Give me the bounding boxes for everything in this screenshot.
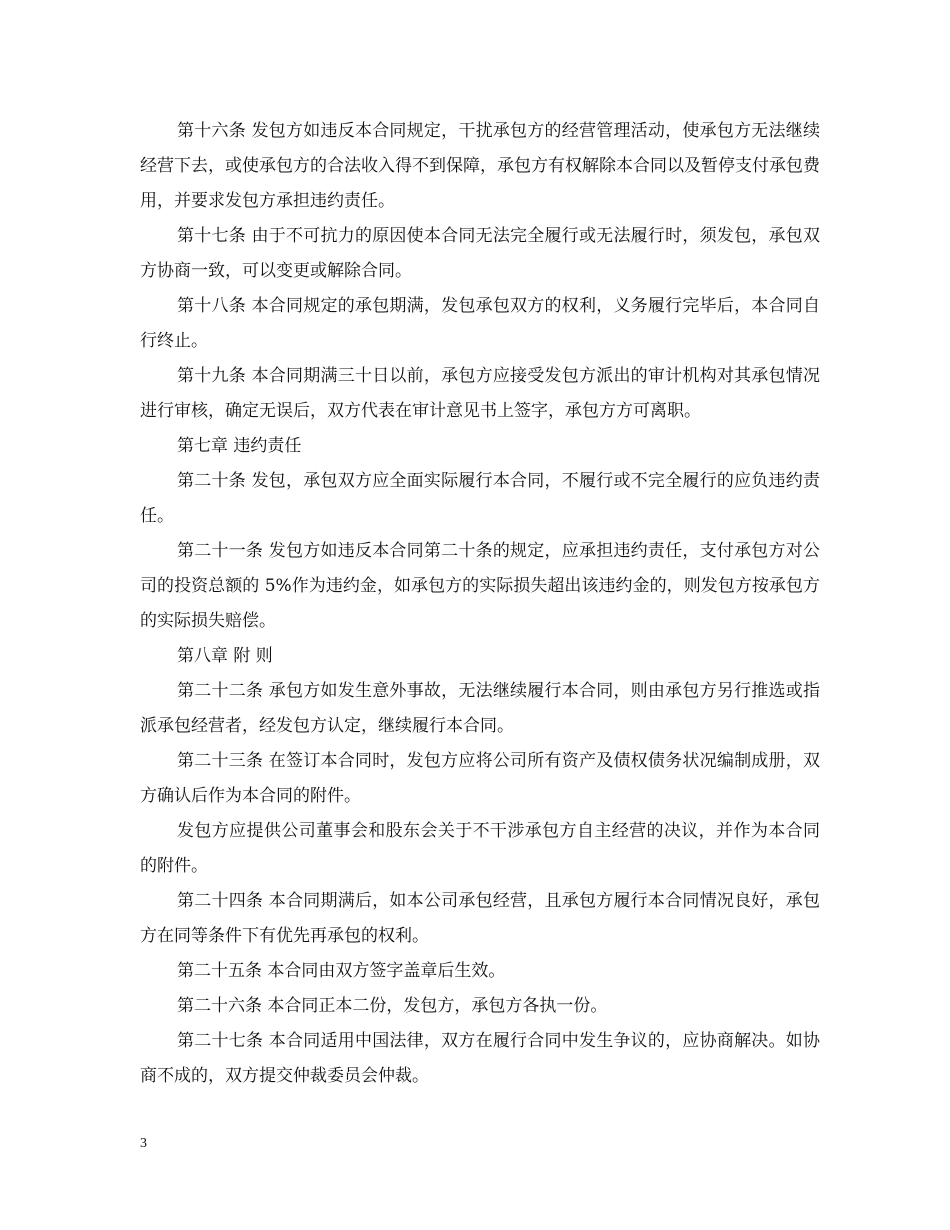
document-body — [140, 114, 820, 1094]
article-23: 第二十三条 在签订本合同时，发包方应将公司所有资产及债权债务状况编制成册，双方确认后作为本合同的附件。 — [140, 751, 820, 806]
article-22: 第二十二条 承包方如发生意外事故，无法继续履行本合同，则由承包方另行推选或指派承包经营者，经发包方认定，继续履行本合同。 — [140, 681, 820, 736]
chapter-8-heading: 第八章 附 则 — [177, 646, 273, 666]
article-26: 第二十六条 本合同正本二份，发包方，承包方各执一份。 — [177, 996, 608, 1016]
article-21: 第二十一条 发包方如违反本合同第二十条的规定，应承担违约责任，支付承包方对公司的投资总额的 5%作为违约金，如承包方的实际损失超出该违约金的，则发包方按承包方的实际损失赔偿。 — [140, 541, 820, 631]
article-24: 第二十四条 本合同期满后，如本公司承包经营，且承包方履行本合同情况良好，承包方在同等条件下有优先再承包的权利。 — [140, 891, 820, 946]
page-number: 3 — [140, 1136, 147, 1151]
chapter-7-heading: 第七章 违约责任 — [177, 436, 302, 456]
article-17: 第十七条 由于不可抗力的原因使本合同无法完全履行或无法履行时，须发包，承包双方协商一致，可以变更或解除合同。 — [140, 226, 820, 281]
article-18: 第十八条 本合同规定的承包期满，发包承包双方的权利，义务履行完毕后，本合同自行终止。 — [140, 296, 820, 351]
article-20: 第二十条 发包，承包双方应全面实际履行本合同，不履行或不完全履行的应负违约责任。 — [140, 471, 820, 526]
article-19: 第十九条 本合同期满三十日以前，承包方应接受发包方派出的审计机构对其承包情况进行审核，确定无误后，双方代表在审计意见书上签字，承包方方可离职。 — [140, 366, 820, 421]
article-23-supplement: 发包方应提供公司董事会和股东会关于不干涉承包方自主经营的决议，并作为本合同的附件。 — [140, 821, 820, 876]
article-27: 第二十七条 本合同适用中国法律，双方在履行合同中发生争议的，应协商解决。如协商不成的，双方提交仲裁委员会仲裁。 — [140, 1031, 820, 1086]
article-16: 第十六条 发包方如违反本合同规定，干扰承包方的经营管理活动，使承包方无法继续经营下去，或使承包方的合法收入得不到保障，承包方有权解除本合同以及暂停支付承包费用，并要求发包方承担违约责任。 — [140, 121, 820, 211]
article-25: 第二十五条 本合同由双方签字盖章后生效。 — [177, 961, 506, 981]
